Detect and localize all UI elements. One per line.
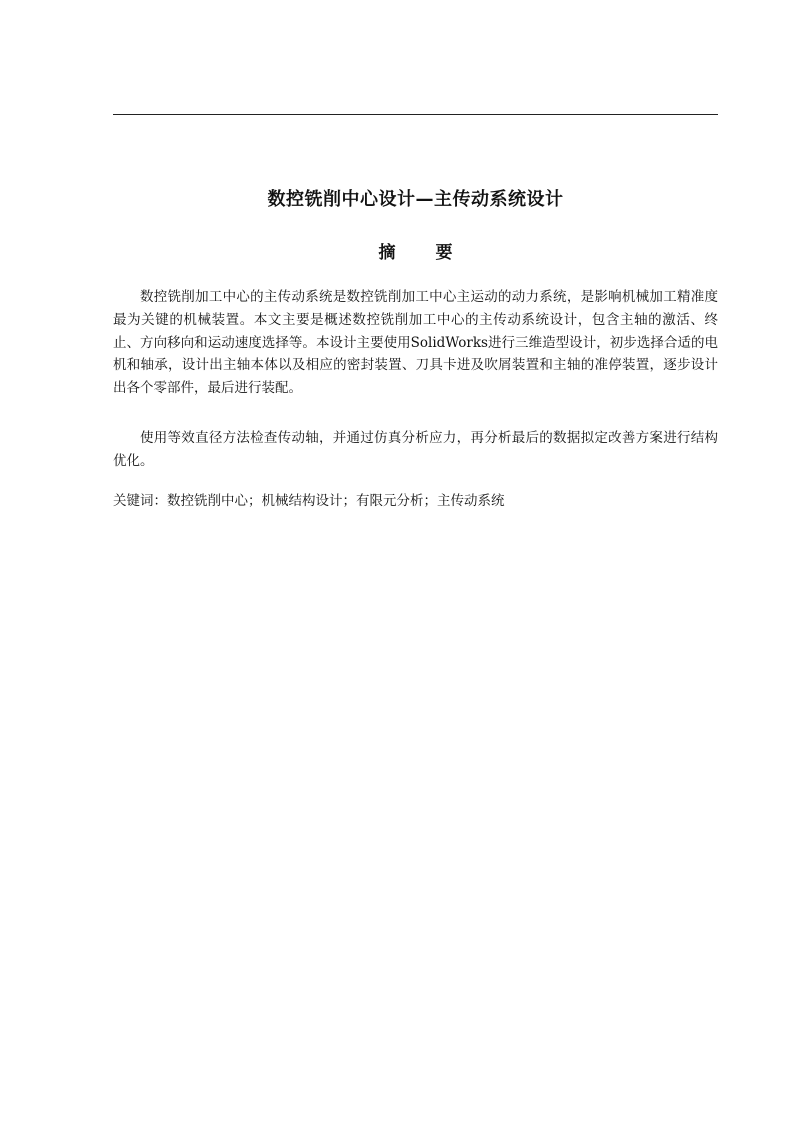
abstract-paragraph-2: 使用等效直径方法检查传动轴，并通过仿真分析应力，再分析最后的数据拟定改善方案进行结构优化。 (113, 430, 718, 469)
abstract-heading (113, 239, 718, 267)
abstract-heading-char-2: 要 (435, 243, 453, 263)
abstract-paragraph-1: 数控铣削加工中心的主传动系统是数控铣削加工中心主运动的动力系统，是影响机械加工精准度最为关键的机械装置。本文主要是概述数控铣削加工中心的主传动系统设计，包含主轴的激活、终止、方向移向和运动速度选择等。本设计主要使用SolidWorks进行三维造型设计，初步选择合适的电机和轴承，设计出主轴本体以及相应的密封装置、刀具卡进及吹屑装置和主轴的准停装置，逐步设计出各个零部件，最后进行装配。 (113, 289, 718, 397)
keywords-line: 关键词：数控铣削中心；机械结构设计；有限元分析；主传动系统 (113, 493, 505, 509)
abstract-heading-char-1: 摘 (378, 243, 396, 263)
header-rule (113, 114, 718, 115)
document-title: 数控铣削中心设计—主传动系统设计 (267, 189, 564, 210)
